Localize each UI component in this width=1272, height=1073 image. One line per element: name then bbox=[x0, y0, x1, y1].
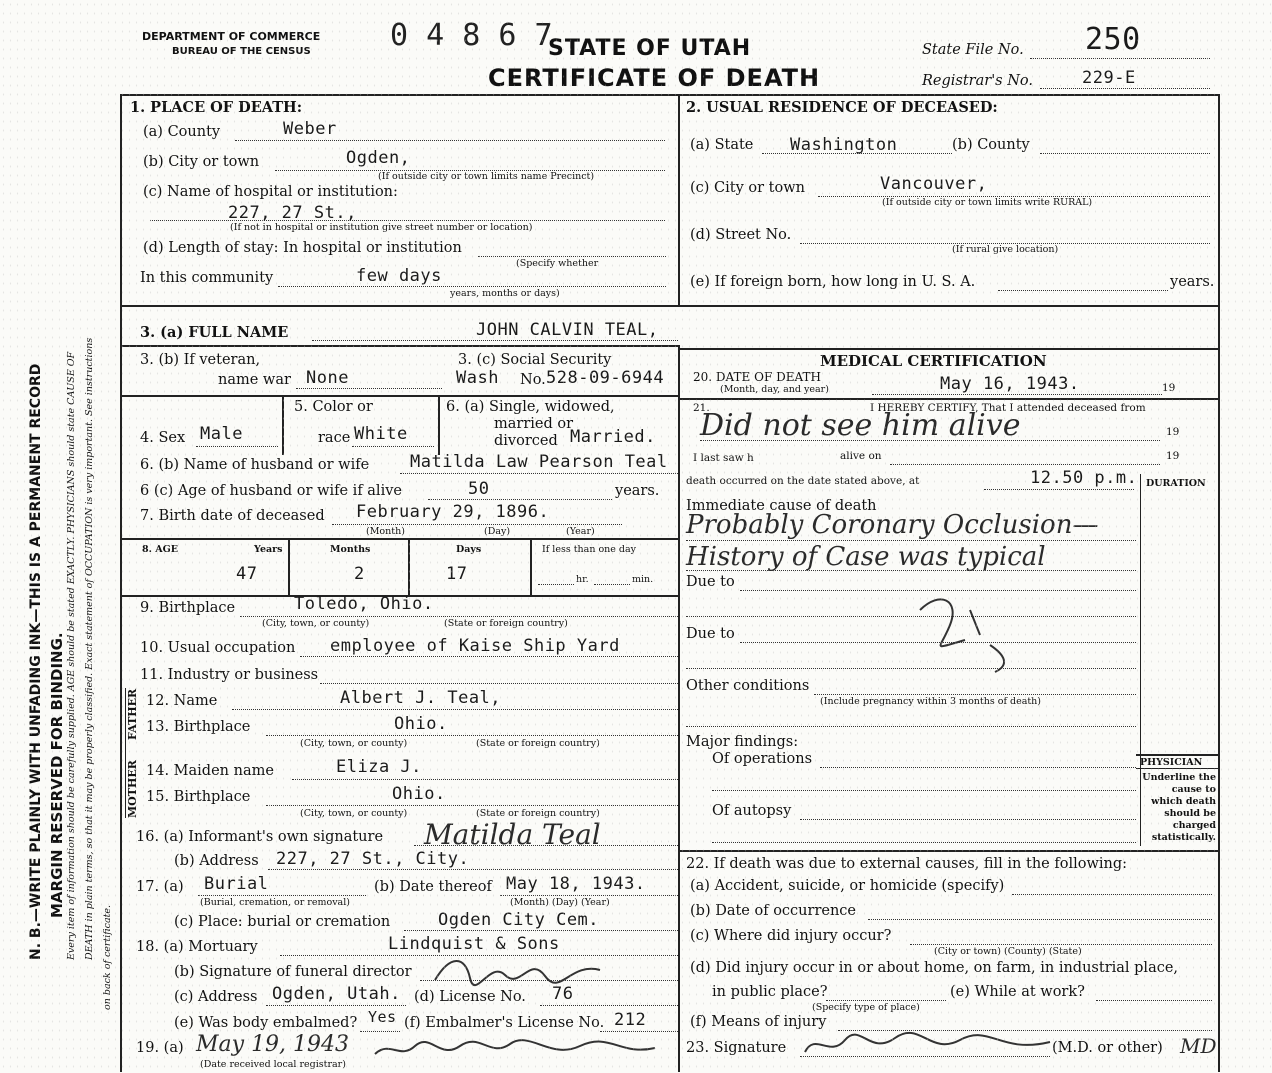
age-less-day-header: If less than one day bbox=[542, 544, 637, 555]
cause-line-2: History of Case was typical bbox=[686, 542, 1046, 572]
accident-label: (a) Accident, suicide, or homicide (specify) bbox=[690, 878, 1005, 894]
ymd-note: years, months or days) bbox=[450, 288, 560, 299]
certificate-title: CERTIFICATE OF DEATH bbox=[488, 64, 821, 92]
specify-note: (Specify whether bbox=[516, 258, 599, 269]
margin-scribble bbox=[910, 590, 1020, 680]
city-note: (If outside city or town limits name Precinct) bbox=[378, 171, 595, 182]
age-label: 8. AGE bbox=[142, 544, 178, 555]
marital-label-3: divorced bbox=[494, 433, 558, 449]
cert-21: 21. bbox=[693, 402, 710, 414]
marital-label-2: married or bbox=[494, 416, 574, 432]
birthplace-value: Toledo, Ohio. bbox=[294, 594, 434, 614]
date-of-death-value: May 16, 1943. bbox=[940, 374, 1080, 394]
received-note: (Date received local registrar) bbox=[200, 1059, 346, 1070]
informant-signature: Matilda Teal bbox=[424, 818, 601, 851]
ss-number: 528-09-6944 bbox=[546, 368, 665, 388]
mortuary-value: Lindquist & Sons bbox=[388, 934, 560, 954]
date-thereof-value: May 18, 1943. bbox=[506, 874, 646, 894]
birth-date-label: 7. Birth date of deceased bbox=[140, 508, 325, 524]
duration-header: DURATION bbox=[1146, 478, 1206, 489]
occupation-label: 10. Usual occupation bbox=[140, 640, 296, 656]
date-of-death-note: (Month, day, and year) bbox=[720, 384, 829, 395]
spouse-age-value: 50 bbox=[468, 479, 490, 499]
county-value: Weber bbox=[283, 119, 337, 139]
physician-box-text: Underline the cause to which death should be charged statistically. bbox=[1142, 772, 1216, 843]
means-label: (f) Means of injury bbox=[690, 1014, 827, 1030]
name-war-label: name war bbox=[218, 372, 291, 388]
res-city-note: (If outside city or town limits write RURAL) bbox=[882, 197, 1093, 208]
state-file-label: State File No. bbox=[922, 42, 1024, 58]
date-thereof-note: (Month) (Day) (Year) bbox=[510, 897, 610, 908]
time-of-death: 12.50 p.m. bbox=[1030, 468, 1138, 488]
major-findings-label: Major findings: bbox=[686, 734, 799, 750]
hospital-label: (c) Name of hospital or institution: bbox=[143, 184, 398, 200]
registrar-label: Registrar's No. bbox=[922, 73, 1034, 89]
public-label: in public place? bbox=[712, 984, 828, 1000]
spouse-label: 6. (b) Name of husband or wife bbox=[140, 457, 370, 473]
age-years-header: Years bbox=[254, 544, 283, 555]
signature-label: 23. Signature bbox=[686, 1040, 787, 1056]
community-value: few days bbox=[356, 266, 442, 286]
signature-suffix: (M.D. or other) bbox=[1052, 1040, 1163, 1056]
embalmer-value: 212 bbox=[614, 1010, 647, 1030]
hr-label: hr. bbox=[576, 574, 589, 585]
funeral-director-signature bbox=[430, 950, 610, 990]
father-bp-state-note: (State or foreign country) bbox=[476, 738, 600, 749]
full-name-value: JOHN CALVIN TEAL, bbox=[476, 320, 659, 340]
birth-year-note: (Year) bbox=[566, 526, 595, 537]
other-conditions-label: Other conditions bbox=[686, 678, 810, 694]
age-days-header: Days bbox=[456, 544, 482, 555]
res-city-label: (c) City or town bbox=[690, 180, 805, 196]
industry-label: 11. Industry or business bbox=[140, 667, 319, 683]
mother-birthplace-label: 15. Birthplace bbox=[146, 789, 251, 805]
mother-name-label: 14. Maiden name bbox=[146, 763, 274, 779]
sex-label: 4. Sex bbox=[140, 430, 186, 446]
birthplace-state-note: (State or foreign country) bbox=[444, 618, 568, 629]
mother-name-value: Eliza J. bbox=[336, 757, 422, 777]
color-label: 5. Color or bbox=[294, 399, 373, 415]
sex-value: Male bbox=[200, 424, 243, 444]
attended-handwriting: Did not see him alive bbox=[700, 408, 1021, 443]
state-file-number: 250 bbox=[1085, 22, 1141, 57]
mother-bp-state-note: (State or foreign country) bbox=[476, 808, 600, 819]
mortuary-label: 18. (a) Mortuary bbox=[136, 939, 258, 955]
instructions-line-3: on back of certificate. bbox=[102, 904, 113, 1010]
burial-note: (Burial, cremation, or removal) bbox=[200, 897, 350, 908]
embalmer-label: (f) Embalmer's License No. bbox=[404, 1015, 605, 1031]
license-label: (d) License No. bbox=[414, 989, 526, 1005]
res-state-value: Washington bbox=[790, 135, 898, 155]
other-conditions-note: (Include pregnancy within 3 months of death) bbox=[820, 696, 1042, 707]
hospital-value: 227, 27 St., bbox=[228, 203, 357, 223]
full-name-label: 3. (a) FULL NAME bbox=[140, 324, 289, 341]
margin-notice: MARGIN RESERVED FOR BINDING. bbox=[48, 632, 66, 918]
ss-no-label: No. bbox=[520, 372, 546, 388]
res-county-label: (b) County bbox=[952, 137, 1030, 153]
residence-heading: 2. USUAL RESIDENCE OF DECEASED: bbox=[686, 99, 998, 116]
birthplace-city-note: (City, town, or county) bbox=[262, 618, 370, 629]
county-label: (a) County bbox=[143, 124, 221, 140]
cert-19-b: 19 bbox=[1166, 450, 1180, 462]
informant-address-value: 227, 27 St., City. bbox=[276, 849, 470, 869]
date-thereof-label: (b) Date thereof bbox=[374, 879, 492, 895]
community-label: In this community bbox=[140, 270, 274, 286]
permanent-record-notice: N. B.—WRITE PLAINLY WITH UNFADING INK—THIS IS A PERMANENT RECORD bbox=[28, 363, 44, 960]
birth-day-note: (Day) bbox=[484, 526, 511, 537]
mother-birthplace-value: Ohio. bbox=[392, 784, 446, 804]
operations-label: Of operations bbox=[712, 751, 813, 767]
father-side-label: FATHER bbox=[126, 688, 139, 740]
state-title: STATE OF UTAH bbox=[548, 36, 752, 61]
work-label: (e) While at work? bbox=[950, 984, 1085, 1000]
mother-side-label: MOTHER bbox=[126, 760, 139, 818]
due-to-1: Due to bbox=[686, 574, 735, 590]
street-label: (d) Street No. bbox=[690, 227, 792, 243]
physician-signature bbox=[800, 1028, 1060, 1062]
informant-label: 16. (a) Informant's own signature bbox=[136, 829, 384, 845]
md-handwriting: MD bbox=[1180, 1034, 1217, 1058]
cause-line-1: Probably Coronary Occlusion— bbox=[686, 510, 1099, 540]
age-years-value: 47 bbox=[236, 564, 258, 584]
certify-text: I HEREBY CERTIFY, That I attended deceased from bbox=[870, 402, 1146, 414]
external-causes-label: 22. If death was due to external causes, fill in the following: bbox=[686, 856, 1128, 872]
where-note: (City or town) (County) (State) bbox=[934, 946, 1082, 957]
cert-19-a: 19 bbox=[1166, 426, 1180, 438]
marital-label: 6. (a) Single, widowed, bbox=[446, 399, 615, 415]
embalmed-value: Yes bbox=[368, 1008, 397, 1026]
city-label: (b) City or town bbox=[143, 154, 260, 170]
father-name-value: Albert J. Teal, bbox=[340, 688, 502, 708]
last-saw-label: I last saw h bbox=[693, 452, 754, 464]
place-value: Ogden City Cem. bbox=[438, 910, 600, 930]
min-label: min. bbox=[632, 574, 654, 585]
where-label: (c) Where did injury occur? bbox=[690, 928, 892, 944]
race-label: race bbox=[318, 430, 351, 446]
spouse-value: Matilda Law Pearson Teal bbox=[410, 452, 668, 472]
registrar-number: 229-E bbox=[1082, 68, 1136, 88]
dept-line-1: DEPARTMENT OF COMMERCE bbox=[142, 30, 321, 43]
immediate-cause-label: Immediate cause of death bbox=[686, 498, 877, 514]
specify-place-note: (Specify type of place) bbox=[812, 1002, 920, 1013]
burial-value: Burial bbox=[204, 874, 269, 894]
license-value: 76 bbox=[552, 984, 574, 1004]
father-bp-city-note: (City, town, or county) bbox=[300, 738, 408, 749]
spouse-age-label: 6 (c) Age of husband or wife if alive bbox=[140, 483, 402, 499]
res-city-value: Vancouver, bbox=[880, 174, 988, 194]
stay-label: (d) Length of stay: In hospital or institution bbox=[143, 240, 462, 256]
mother-bp-city-note: (City, town, or county) bbox=[300, 808, 408, 819]
hospital-note: (If not in hospital or institution give street number or location) bbox=[230, 222, 533, 233]
father-birthplace-label: 13. Birthplace bbox=[146, 719, 251, 735]
due-to-2: Due to bbox=[686, 626, 735, 642]
mortuary-address-value: Ogden, Utah. bbox=[272, 984, 401, 1004]
birthplace-label: 9. Birthplace bbox=[140, 600, 236, 616]
father-name-label: 12. Name bbox=[146, 693, 218, 709]
birth-date-value: February 29, 1896. bbox=[356, 502, 550, 522]
alive-on-label: alive on bbox=[840, 450, 882, 462]
age-months-value: 2 bbox=[354, 564, 365, 584]
dept-line-2: BUREAU OF THE CENSUS bbox=[172, 46, 311, 57]
name-war-value: None bbox=[306, 368, 349, 388]
home-label: (d) Did injury occur in or about home, on farm, in industrial place, bbox=[690, 960, 1179, 976]
autopsy-label: Of autopsy bbox=[712, 803, 792, 819]
director-label: (b) Signature of funeral director bbox=[174, 964, 412, 980]
mortuary-address-label: (c) Address bbox=[174, 989, 258, 1005]
medical-heading: MEDICAL CERTIFICATION bbox=[820, 352, 1047, 370]
ss-label: 3. (c) Social Security bbox=[458, 352, 612, 368]
res-state-label: (a) State bbox=[690, 137, 754, 153]
street-note: (If rural give location) bbox=[952, 244, 1059, 255]
received-label: 19. (a) bbox=[136, 1040, 184, 1056]
marital-value: Married. bbox=[570, 427, 656, 447]
instructions-line-1: Every item of information should be carefully supplied. AGE should be stated EXACTLY. PHYSICIANS should state CAUSE OF bbox=[66, 351, 77, 960]
father-birthplace-value: Ohio. bbox=[394, 714, 448, 734]
received-date: May 19, 1943 bbox=[196, 1032, 350, 1057]
informant-address-label: (b) Address bbox=[174, 853, 259, 869]
registrar-signature bbox=[370, 1032, 660, 1066]
date-of-death-label: 20. DATE OF DEATH bbox=[693, 370, 821, 384]
instructions-line-2: DEATH in plain terms, so that it may be properly classified. Exact statement of OCCUPATION is very important. See instructions bbox=[84, 337, 95, 960]
serial-number: 0 4 8 6 7 bbox=[390, 18, 553, 53]
date-of-death-19: 19 bbox=[1162, 382, 1176, 394]
occupation-value: employee of Kaise Ship Yard bbox=[330, 636, 620, 656]
occurrence-label: (b) Date of occurrence bbox=[690, 903, 856, 919]
foreign-years: years. bbox=[1170, 274, 1215, 290]
embalmed-label: (e) Was body embalmed? bbox=[174, 1015, 358, 1031]
veteran-label: 3. (b) If veteran, bbox=[140, 352, 261, 368]
race-value: White bbox=[354, 424, 408, 444]
physician-box-title: PHYSICIAN bbox=[1140, 757, 1203, 768]
birth-month-note: (Month) bbox=[366, 526, 405, 537]
spouse-age-years: years. bbox=[615, 483, 660, 499]
burial-label: 17. (a) bbox=[136, 879, 184, 895]
ss-state: Wash bbox=[456, 368, 499, 388]
city-value: Ogden, bbox=[346, 148, 411, 168]
foreign-label: (e) If foreign born, how long in U. S. A. bbox=[690, 274, 976, 290]
age-days-value: 17 bbox=[446, 564, 468, 584]
place-label: (c) Place: burial or cremation bbox=[174, 914, 391, 930]
place-of-death-heading: 1. PLACE OF DEATH: bbox=[130, 99, 303, 116]
occurred-label: death occurred on the date stated above, at bbox=[686, 475, 920, 487]
age-months-header: Months bbox=[330, 544, 371, 555]
